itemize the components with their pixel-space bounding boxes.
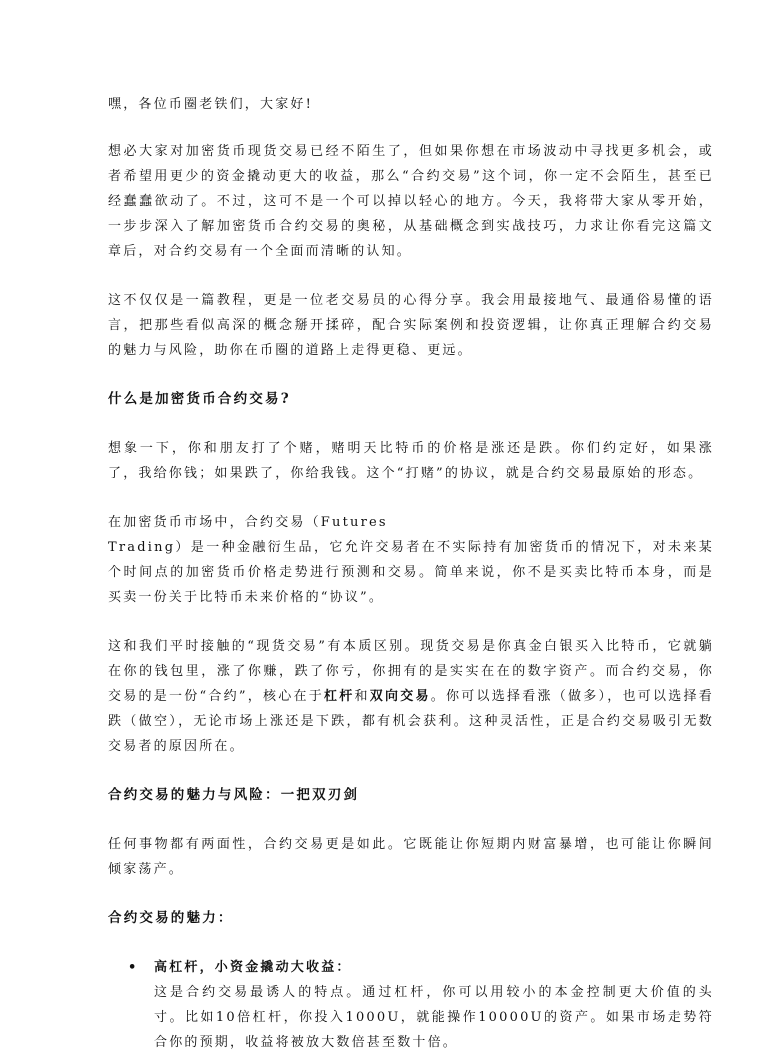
leverage-emphasis: 杠杆 bbox=[324, 689, 355, 704]
charm-list bbox=[108, 955, 714, 1055]
spot-vs-futures-text-b: 。你可以选择看涨（做多），也可以选择看跌（做空），无论市场上涨还是下跌，都有机会获利。这种灵活性，正是合约交易吸引无数交易者的原因所在。 bbox=[108, 689, 714, 754]
intro-paragraph-1: 想必大家对加密货币现货交易已经不陌生了，但如果你想在市场波动中寻找更多机会，或者希望用更少的资金撬动更大的收益，那么“合约交易”这个词，你一定不会陌生，甚至已经蠢蠢欲动了。不过，这可不是一个可以掉以轻心的地方。今天，我将带大家从零开始，一步步深入了解加密货币合约交易的奥秘，从基础概念到实战技巧，力求让你看完这篇文章后，对合约交易有一个全面而清晰的认知。 bbox=[108, 144, 714, 259]
spot-vs-futures-paragraph bbox=[108, 634, 714, 759]
spot-vs-futures-text-a: 这和我们平时接触的“现货交易”有本质区别。现货交易是你真金白银买入比特币，它就躺在你的钱包里，涨了你赚，跌了你亏，你拥有的是实实在在的数字资产。而合约交易，你交易的是一份“合约”，核心在于 bbox=[108, 639, 714, 704]
list-item-title: 高杠杆，小资金撬动大收益： bbox=[154, 960, 352, 975]
two-way-trading-emphasis: 双向交易 bbox=[369, 689, 431, 704]
definition-paragraph bbox=[108, 510, 714, 610]
article bbox=[108, 92, 714, 1055]
definition-line-1: 在加密货币市场中，合约交易（Futures bbox=[108, 515, 388, 530]
list-item bbox=[108, 955, 714, 1055]
section-heading-charm-and-risk: 合约交易的魅力与风险：一把双刃剑 bbox=[108, 787, 360, 803]
definition-rest: Trading）是一种金融衍生品，它允许交易者在不实际持有加密货币的情况下，对未来某个时间点的加密货币价格走势进行预测和交易。简单来说，你不是买卖比特币本身，而是买卖一份关于比特币未来价格的“协议”。 bbox=[108, 540, 714, 605]
intro-paragraph-2: 这不仅仅是一篇教程，更是一位老交易员的心得分享。我会用最接地气、最通俗易懂的语言，把那些看似高深的概念掰开揉碎，配合实际案例和投资逻辑，让你真正理解合约交易的魅力与风险，助你在币圈的道路上走得更稳、更远。 bbox=[108, 293, 714, 358]
double-edged-paragraph: 任何事物都有两面性，合约交易更是如此。它既能让你短期内财富暴增，也可能让你瞬间倾家荡产。 bbox=[108, 837, 714, 877]
analogy-paragraph: 想象一下，你和朋友打了个赌，赌明天比特币的价格是涨还是跌。你们约定好，如果涨了，我给你钱；如果跌了，你给我钱。这个“打赌”的协议，就是合约交易最原始的形态。 bbox=[108, 441, 714, 481]
bullet-icon: • bbox=[128, 960, 139, 975]
section-heading-what-is-futures: 什么是加密货币合约交易? bbox=[108, 391, 291, 407]
section-heading-charm: 合约交易的魅力： bbox=[108, 910, 234, 926]
conjunction-text: 和 bbox=[354, 689, 370, 704]
list-item-body: 这是合约交易最诱人的特点。通过杠杆，你可以用较小的本金控制更大价值的头寸。比如10倍杠杆，你投入1000U，就能操作10000U的资产。如果市场走势符合你的预期，收益将被放大数倍甚至数十倍。 bbox=[154, 985, 714, 1050]
greeting-text: 嘿，各位币圈老铁们，大家好! bbox=[108, 97, 314, 112]
